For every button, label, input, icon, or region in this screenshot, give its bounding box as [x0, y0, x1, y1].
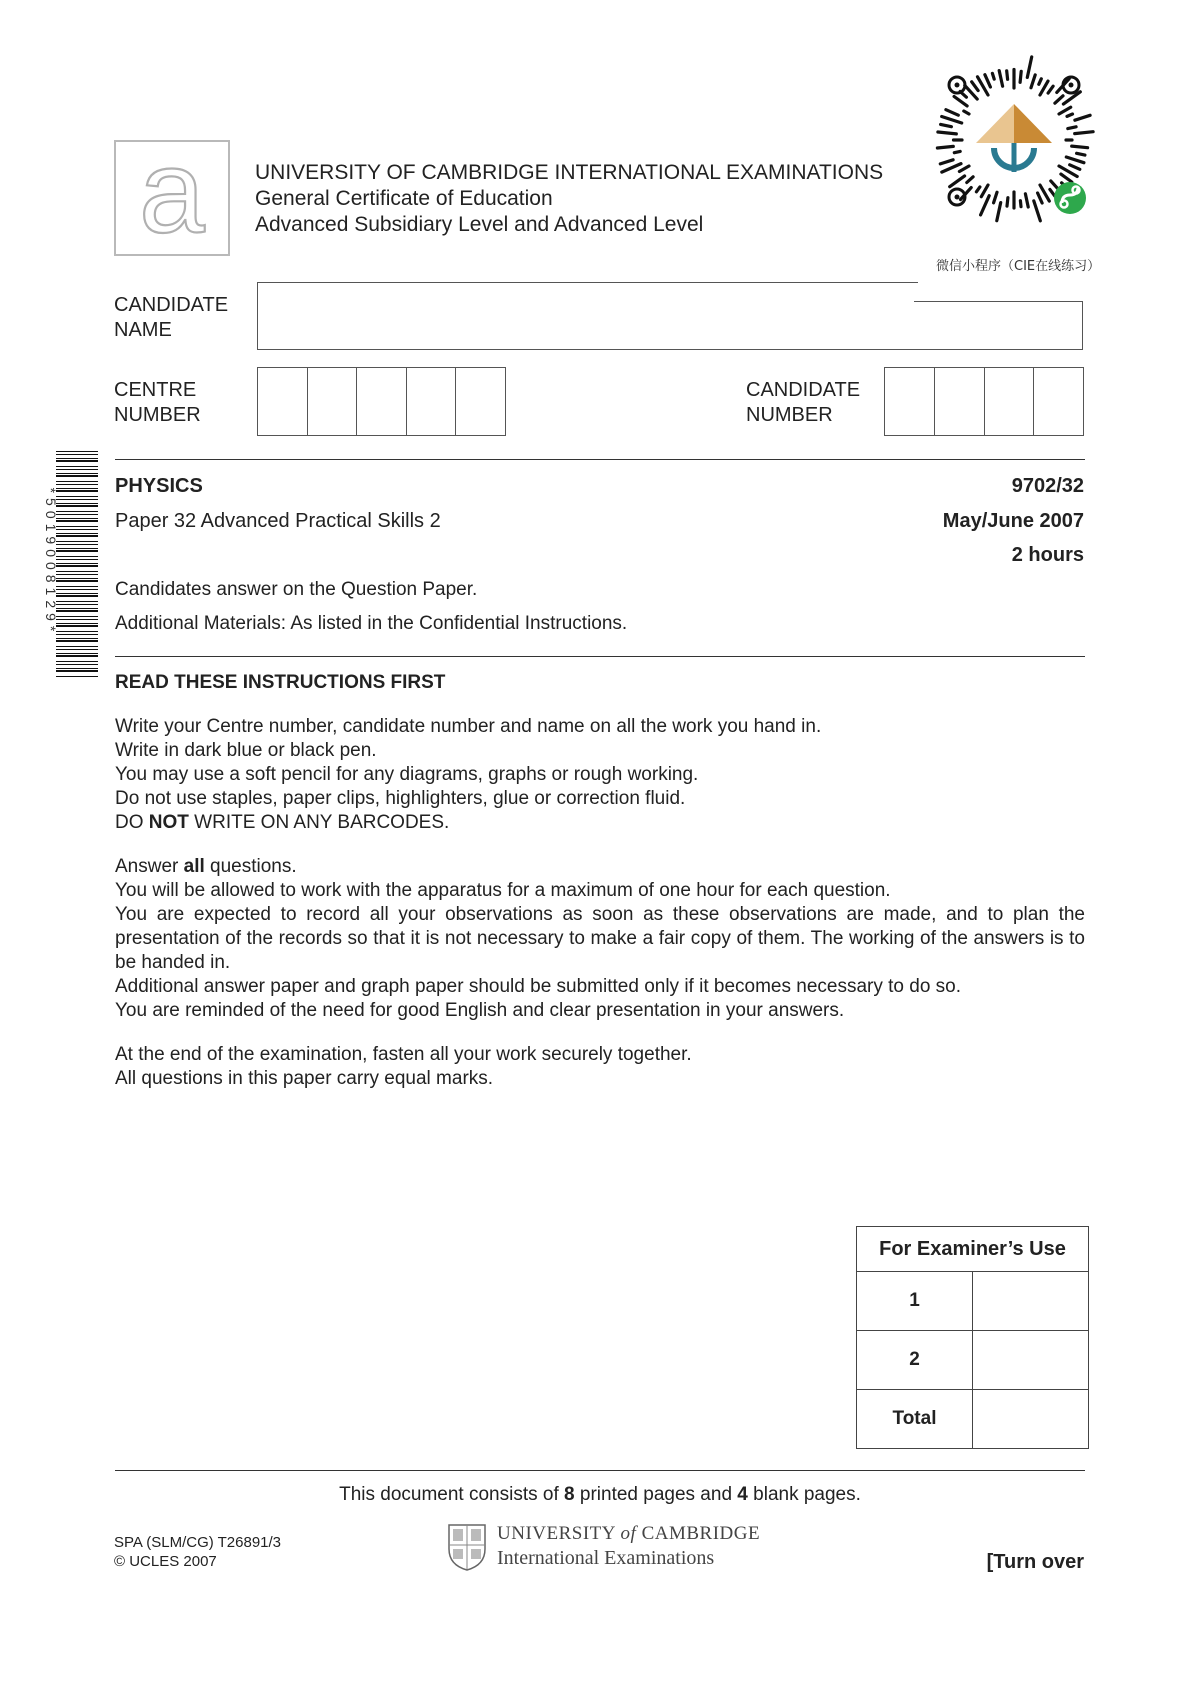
instructions-body: [115, 715, 1085, 1111]
cie-logo: [114, 140, 230, 256]
candidate-name-label: CANDIDATE NAME: [114, 294, 229, 341]
subject: PHYSICS: [115, 475, 203, 497]
centre-number-label: CENTRE NUMBER: [114, 379, 201, 426]
instruction-line: You may use a soft pencil for any diagrams, graphs or rough working.: [115, 764, 699, 785]
cambridge-logo-line1: UNIVERSITY of CAMBRIDGE: [497, 1523, 761, 1544]
question-number: 2: [857, 1331, 973, 1390]
instruction-line: At the end of the examination, fasten all your work securely together.: [115, 1044, 692, 1065]
instruction-line: DO NOT WRITE ON ANY BARCODES.: [115, 812, 450, 833]
copyright: © UCLES 2007: [114, 1553, 217, 1570]
document-reference: [114, 1533, 281, 1571]
turn-over: [Turn over: [986, 1551, 1084, 1573]
instructions-answering: [115, 855, 1085, 1023]
instructions-heading: READ THESE INSTRUCTIONS FIRST: [115, 672, 446, 693]
instruction-line: Do not use staples, paper clips, highlighters, glue or correction fluid.: [115, 788, 686, 809]
divider: [115, 656, 1085, 657]
exam-session: May/June 2007: [942, 510, 1084, 532]
instruction-line: Write in dark blue or black pen.: [115, 740, 377, 761]
total-cell[interactable]: [973, 1390, 1089, 1449]
instructions-admin: [115, 715, 1085, 835]
answer-on-paper: Candidates answer on the Question Paper.: [115, 579, 478, 600]
cambridge-logo-line2: International Examinations: [497, 1547, 715, 1569]
instructions-end: [115, 1043, 1085, 1091]
candidate-number-field[interactable]: [884, 367, 1084, 436]
cie-a-logo-icon: [116, 142, 228, 254]
qr-code[interactable]: [922, 48, 1106, 232]
additional-materials: Additional Materials: As listed in the Confidential Instructions.: [115, 613, 628, 634]
mark-cell[interactable]: [973, 1272, 1089, 1331]
instruction-line: Answer all questions.: [115, 856, 297, 877]
centre-number-field[interactable]: [257, 367, 506, 436]
level-title: Advanced Subsidiary Level and Advanced Level: [255, 213, 704, 236]
candidate-name-field[interactable]: [257, 282, 1083, 350]
total-label: Total: [857, 1390, 973, 1449]
instruction-line: You will be allowed to work with the apparatus for a maximum of one hour for each question.: [115, 880, 891, 901]
exam-duration: 2 hours: [1011, 544, 1084, 566]
divider: [115, 1470, 1085, 1471]
svg-text:a: a: [139, 142, 205, 254]
exam-board-title: UNIVERSITY OF CAMBRIDGE INTERNATIONAL EXAMINATIONS: [255, 161, 884, 184]
wechat-mini-program-code-icon: [922, 48, 1106, 232]
divider: [115, 459, 1085, 460]
question-number: 1: [857, 1272, 973, 1331]
examiners-use-heading: For Examiner’s Use: [857, 1227, 1089, 1272]
paper-code: 9702/32: [1011, 475, 1084, 497]
candidate-number-label: CANDIDATE NUMBER: [746, 379, 861, 426]
mark-cell[interactable]: [973, 1331, 1089, 1390]
instruction-line: Additional answer paper and graph paper should be submitted only if it becomes necessary to do so.: [115, 976, 962, 997]
cambridge-crest-icon: [447, 1523, 487, 1571]
instruction-line: Write your Centre number, candidate number and name on all the work you hand in.: [115, 716, 822, 737]
qr-caption: 微信小程序（CIE在线练习）: [936, 259, 1101, 274]
page-count: This document consists of 8 printed pages and 4 blank pages.: [339, 1484, 861, 1505]
paper-title: Paper 32 Advanced Practical Skills 2: [115, 510, 441, 532]
barcode-text: *5019008129*: [43, 487, 59, 637]
qualification-title: General Certificate of Education: [255, 187, 553, 210]
instruction-line: All questions in this paper carry equal marks.: [115, 1068, 494, 1089]
barcode: [40, 451, 98, 679]
reference-code: SPA (SLM/CG) T26891/3: [114, 1534, 282, 1551]
instruction-line: You are expected to record all your observations as soon as these observations are made, and to plan the presentation of the records so that it is not necessary to make a fair copy of them. The working of the answers is to be handed in.: [115, 904, 1085, 973]
instruction-line: You are reminded of the need for good English and clear presentation in your answers.: [115, 1000, 845, 1021]
examiners-use-table: [856, 1226, 1089, 1449]
